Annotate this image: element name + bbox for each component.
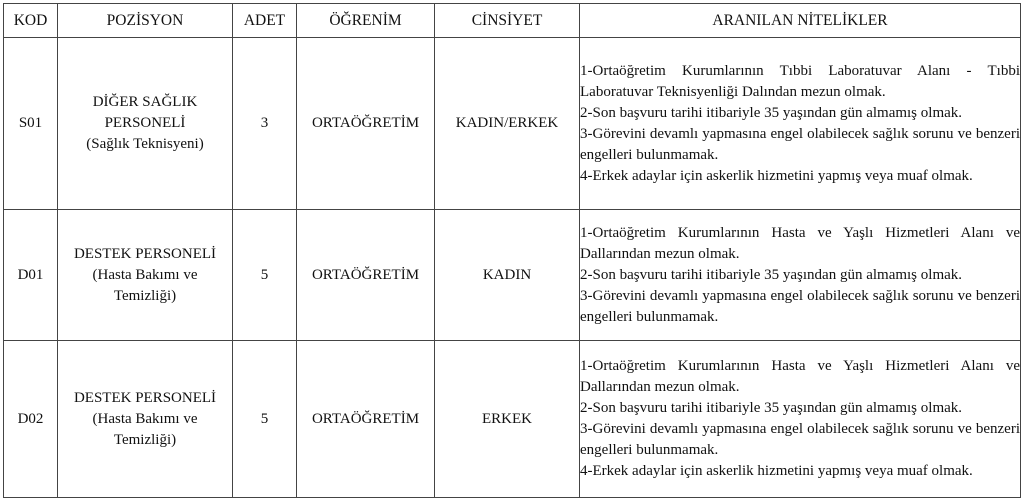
cell-pozisyon — [58, 210, 233, 341]
cell-adet: 5 — [233, 341, 297, 498]
requirement-item: 4-Erkek adaylar için askerlik hizmetini yapmış veya muaf olmak. — [580, 463, 973, 479]
requirement-item: 2-Son başvuru tarihi itibariyle 35 yaşından gün almamış olmak. — [580, 104, 963, 121]
table-row — [4, 210, 1021, 341]
cell-adet: 5 — [233, 210, 297, 341]
pozisyon-line: Temizliği) — [113, 287, 177, 304]
cell-pozisyon — [58, 341, 233, 498]
pozisyon-line: (Hasta Bakımı ve — [92, 410, 198, 427]
requirement-item: 1-Ortaöğretim Kurumlarının Hasta ve Yaşlı Hizmetleri Alanı ve Dallarından mezun olmak. — [580, 224, 1020, 262]
pozisyon-line: (Hasta Bakımı ve — [92, 266, 198, 283]
header-pozisyon: POZİSYON — [58, 4, 233, 38]
requirement-item: 3-Görevini devamlı yapmasına engel olabilecek sağlık sorunu ve benzeri engelleri bulunmamak. — [580, 421, 1020, 458]
cell-kod: S01 — [4, 38, 58, 210]
cell-kod: D02 — [4, 341, 58, 498]
requirement-item: 2-Son başvuru tarihi itibariyle 35 yaşından gün almamış olmak. — [580, 266, 963, 283]
pozisyon-line: DESTEK PERSONELİ — [73, 245, 217, 262]
cell-kod: D01 — [4, 210, 58, 341]
pozisyon-line: DİĞER SAĞLIK — [92, 94, 198, 110]
requirement-item: 3-Görevini devamlı yapmasına engel olabilecek sağlık sorunu ve benzeri engelleri bulunmamak. — [580, 125, 1020, 163]
positions-table — [3, 3, 1021, 498]
cell-nitelikler — [580, 341, 1021, 498]
header-nitelikler: ARANILAN NİTELİKLER — [580, 4, 1021, 38]
header-kod: KOD — [4, 4, 58, 38]
cell-pozisyon — [58, 38, 233, 210]
table-row — [4, 341, 1021, 498]
pozisyon-line: PERSONELİ — [104, 115, 186, 131]
cell-adet: 3 — [233, 38, 297, 210]
cell-nitelikler — [580, 210, 1021, 341]
requirement-item: 1-Ortaöğretim Kurumlarının Tıbbi Laboratuvar Alanı - Tıbbi Laboratuvar Teknisyenliği Dalından mezun olmak. — [580, 62, 1020, 100]
table-header-row — [4, 4, 1021, 38]
header-cinsiyet: CİNSİYET — [435, 4, 580, 38]
cell-nitelikler — [580, 38, 1021, 210]
table-row — [4, 38, 1021, 210]
cell-ogrenim: ORTAÖĞRETİM — [297, 341, 435, 498]
cell-cinsiyet: KADIN/ERKEK — [435, 38, 580, 210]
cell-cinsiyet: KADIN — [435, 210, 580, 341]
requirement-item: 3-Görevini devamlı yapmasına engel olabilecek sağlık sorunu ve benzeri engelleri bulunmamak. — [580, 287, 1020, 325]
header-ogrenim: ÖĞRENİM — [297, 4, 435, 38]
pozisyon-line: DESTEK PERSONELİ — [73, 389, 217, 406]
requirement-item: 2-Son başvuru tarihi itibariyle 35 yaşından gün almamış olmak. — [580, 400, 963, 416]
pozisyon-line: Temizliği) — [113, 431, 177, 448]
header-adet: ADET — [233, 4, 297, 38]
cell-cinsiyet: ERKEK — [435, 341, 580, 498]
requirement-item: 1-Ortaöğretim Kurumlarının Hasta ve Yaşlı Hizmetleri Alanı ve Dallarından mezun olmak. — [580, 358, 1020, 395]
pozisyon-line: (Sağlık Teknisyeni) — [86, 136, 204, 152]
cell-ogrenim: ORTAÖĞRETİM — [297, 210, 435, 341]
cell-ogrenim: ORTAÖĞRETİM — [297, 38, 435, 210]
requirement-item: 4-Erkek adaylar için askerlik hizmetini yapmış veya muaf olmak. — [580, 167, 973, 184]
